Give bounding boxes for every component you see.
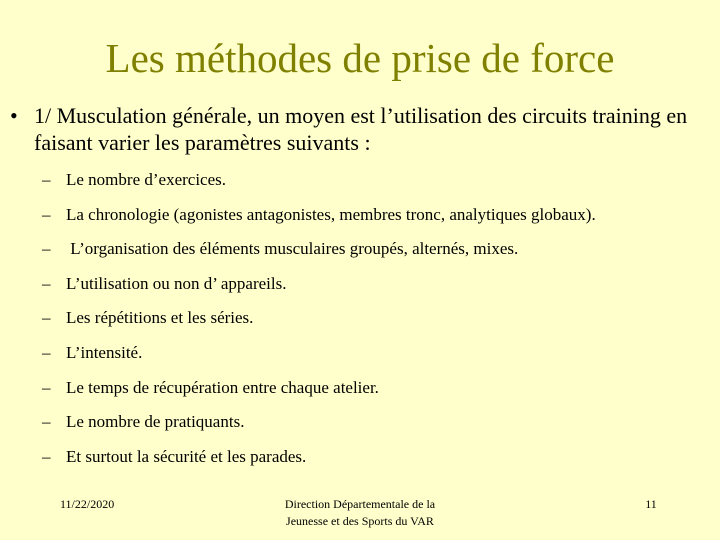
list-item-text: La chronologie (agonistes antagonistes, membres tronc, analytiques globaux). (66, 204, 596, 224)
list-item-text: Et surtout la sécurité et les parades. (66, 446, 307, 466)
list-item (42, 303, 712, 338)
dash-marker: – (42, 204, 51, 224)
list-item-text: L’organisation des éléments musculaires groupés, alternés, mixes. (66, 239, 519, 259)
footer-organization-line: Jeunesse et des Sports du VAR (286, 514, 434, 528)
footer-organization-line: Direction Départementale de la (284, 497, 436, 511)
slide-title: Les méthodes de prise de force (105, 35, 615, 81)
list-item-text: Le temps de récupération entre chaque atelier. (66, 377, 379, 397)
list-item-text: Le nombre de pratiquants. (66, 412, 245, 432)
dash-marker: – (42, 342, 51, 362)
list-item (42, 269, 712, 304)
footer-date: 11/22/2020 (60, 497, 115, 511)
list-item-text: L’intensité. (66, 342, 143, 362)
dash-marker: – (42, 377, 51, 397)
list-item (42, 234, 712, 269)
dash-marker: – (42, 308, 51, 328)
list-item (42, 338, 712, 373)
list-item-text: L’utilisation ou non d’ appareils. (66, 273, 287, 293)
list-item (42, 373, 712, 408)
dash-marker: – (42, 446, 51, 466)
footer-organization (250, 496, 470, 530)
dash-marker: – (42, 412, 51, 432)
bullet-marker: • (10, 103, 18, 128)
sub-bullet-list (42, 165, 712, 476)
footer-page-number: 11 (645, 497, 657, 511)
main-bullet-text: 1/ Musculation générale, un moyen est l’utilisation des circuits training en faisant varier les paramètres suivants : (34, 103, 688, 155)
list-item (42, 407, 712, 442)
main-bullet (10, 102, 700, 156)
list-item (42, 200, 712, 235)
list-item (42, 442, 712, 477)
dash-marker: – (42, 170, 51, 189)
list-item-text: Les répétitions et les séries. (66, 308, 254, 328)
dash-marker: – (42, 239, 51, 259)
list-item (42, 165, 712, 200)
list-item-text: Le nombre d’exercices. (66, 170, 226, 189)
dash-marker: – (42, 273, 51, 293)
